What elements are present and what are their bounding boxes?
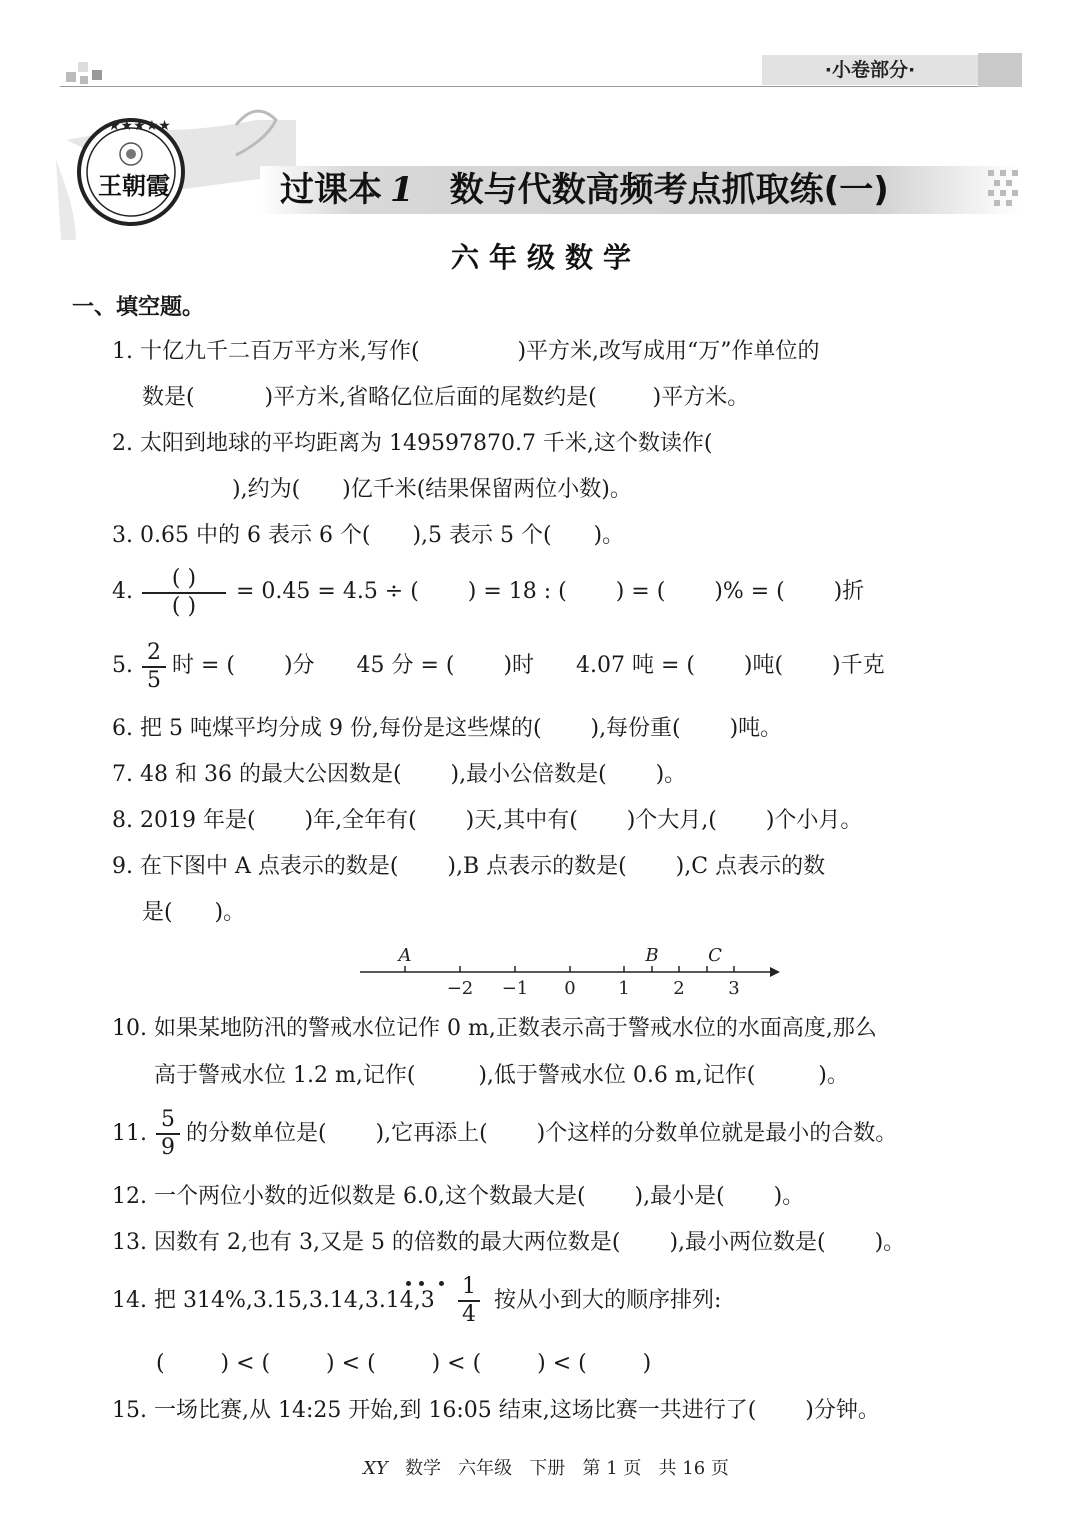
footer-series: XY bbox=[363, 1458, 388, 1479]
question-11-rest: 的分数单位是( ),它再添上( )个这样的分数单位就是最小的合数。 bbox=[186, 1121, 898, 1146]
question-4-rest: = 0.45 = 4.5 ÷ ( ) = 18 : ( ) = ( )% = ( )折 bbox=[236, 579, 865, 604]
repeating-decimal-dot bbox=[419, 1281, 424, 1286]
subtitle: 六年级数学 bbox=[450, 241, 641, 274]
page-footer bbox=[0, 1454, 1092, 1480]
point-a-label: A bbox=[398, 945, 412, 966]
tick-label: 3 bbox=[728, 978, 740, 999]
tick-label: −1 bbox=[501, 978, 529, 999]
fraction-numerator: 1 bbox=[462, 1274, 476, 1299]
tick-label: 1 bbox=[618, 978, 630, 999]
fraction-denominator: 5 bbox=[147, 667, 161, 693]
question-10-line-2: 高于警戒水位 1.2 m,记作( ),低于警戒水位 0.6 m,记作( )。 bbox=[154, 1063, 849, 1088]
tick-label: −2 bbox=[446, 978, 474, 999]
title-dots-decoration bbox=[986, 168, 1024, 212]
question-15: 15. 一场比赛,从 14:25 开始,到 16:05 结束,这场比赛一共进行了( )分钟。 bbox=[112, 1398, 880, 1423]
section-tag: ·小卷部分· bbox=[762, 55, 978, 85]
fraction-numerator: 5 bbox=[161, 1107, 175, 1132]
repeating-decimal-dot bbox=[439, 1281, 444, 1286]
repeating-decimal-dot bbox=[406, 1281, 411, 1286]
question-11-number: 11. bbox=[112, 1121, 147, 1146]
svg-text:★★★★★: ★★★★★ bbox=[108, 118, 171, 134]
question-1-line-2: 数是( )平方米,省略亿位后面的尾数约是( )平方米。 bbox=[142, 385, 750, 410]
section-heading: 一、填空题。 bbox=[72, 295, 205, 320]
point-c-label: C bbox=[708, 945, 722, 966]
question-7: 7. 48 和 36 的最大公因数是( ),最小公倍数是( )。 bbox=[112, 762, 687, 787]
number-line bbox=[350, 940, 790, 1002]
title-main: 数与代数高频考点抓取练(一) bbox=[449, 170, 889, 210]
fraction-denominator: ( ) bbox=[171, 593, 197, 619]
tag-block bbox=[978, 53, 1022, 87]
question-5-fraction bbox=[142, 642, 166, 692]
fraction-denominator: 9 bbox=[161, 1134, 175, 1160]
fraction-denominator: 4 bbox=[462, 1301, 476, 1327]
question-12: 12. 一个两位小数的近似数是 6.0,这个数最大是( ),最小是( )。 bbox=[112, 1184, 805, 1209]
title-number: 1 bbox=[390, 170, 414, 210]
question-2-line-2: ),约为( )亿千米(结果保留两位小数)。 bbox=[232, 477, 632, 502]
logo-text: 王朝霞 bbox=[98, 171, 170, 200]
question-9-line-1: 9. 在下图中 A 点表示的数是( ),B 点表示的数是( ),C 点表示的数 bbox=[112, 854, 826, 879]
question-13: 13. 因数有 2,也有 3,又是 5 的倍数的最大两位数是( ),最小两位数是( )。 bbox=[112, 1230, 906, 1255]
question-4-number: 4. bbox=[112, 579, 133, 604]
question-2-line-1: 2. 太阳到地球的平均距离为 149597870.7 千米,这个数读作( bbox=[112, 431, 713, 456]
question-11-fraction bbox=[156, 1109, 180, 1159]
question-14-blanks: ( ) < ( ) < ( ) < ( ) < ( ) bbox=[156, 1351, 652, 1376]
question-3: 3. 0.65 中的 6 表示 6 个( ),5 表示 5 个( )。 bbox=[112, 523, 625, 548]
question-5-number: 5. bbox=[112, 653, 133, 678]
question-6: 6. 把 5 吨煤平均分成 9 份,每份是这些煤的( ),每份重( )吨。 bbox=[112, 716, 783, 741]
question-14-text: 14. 把 314%,3.15,3.14,3.14,3 bbox=[112, 1288, 435, 1313]
tick-label: 0 bbox=[564, 978, 576, 999]
question-10-line-1: 10. 如果某地防汛的警戒水位记作 0 m,正数表示高于警戒水位的水面高度,那么 bbox=[112, 1016, 877, 1041]
question-4-fraction bbox=[142, 568, 226, 618]
question-14-fraction bbox=[458, 1276, 480, 1326]
question-9-line-2: 是( )。 bbox=[142, 900, 246, 925]
title-prefix: 过课本 bbox=[280, 170, 382, 210]
tick-label: 2 bbox=[673, 978, 685, 999]
header-rule bbox=[60, 86, 1022, 87]
question-8: 8. 2019 年是( )年,全年有( )天,其中有( )个大月,( )个小月。 bbox=[112, 808, 863, 833]
point-b-label: B bbox=[645, 945, 659, 966]
page-title bbox=[280, 166, 889, 214]
question-1-line-1: 1. 十亿九千二百万平方米,写作( )平方米,改写成用“万”作单位的 bbox=[112, 339, 820, 364]
corner-decoration bbox=[66, 62, 106, 88]
fraction-numerator: ( ) bbox=[171, 566, 197, 591]
question-14-rest: 按从小到大的顺序排列: bbox=[494, 1288, 722, 1313]
question-5-rest: 时 = ( )分 45 分 = ( )时 4.07 吨 = ( )吨( )千克 bbox=[172, 653, 885, 678]
footer-info: 数学 六年级 下册 第 1 页 共 16 页 bbox=[387, 1458, 729, 1479]
fraction-numerator: 2 bbox=[147, 640, 161, 665]
